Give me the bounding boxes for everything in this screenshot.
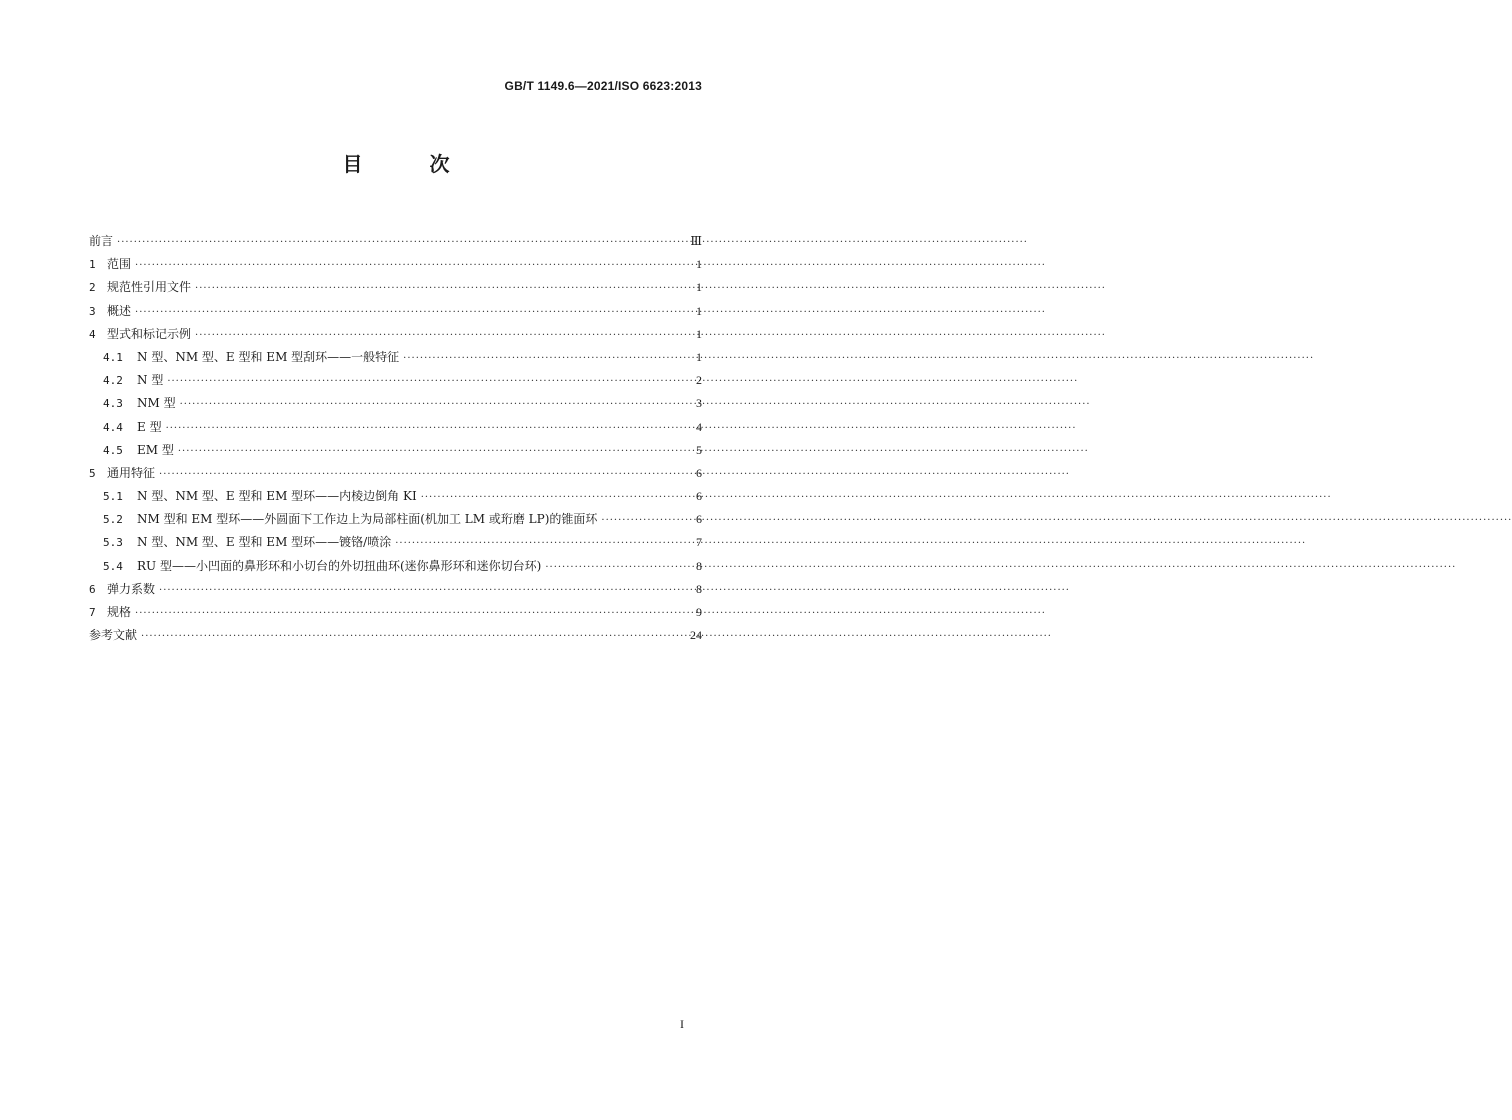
toc-leader-dots — [403, 353, 692, 364]
toc-entry-page: 24 — [690, 628, 702, 643]
toc-leader-dots — [117, 237, 686, 248]
toc-entry-number: 5.2 — [103, 513, 123, 527]
toc-entry-label: N 型、NM 型、E 型和 EM 型环——镀铬/喷涂 — [137, 535, 392, 550]
toc-entry-label: 通用特征 — [107, 465, 156, 480]
toc-entry-number: 4.1 — [103, 350, 123, 364]
toc-entry[interactable] — [89, 325, 702, 348]
toc-entry[interactable] — [89, 278, 702, 301]
toc-entry-page: Ⅲ — [690, 234, 702, 248]
table-of-contents — [89, 232, 702, 649]
toc-entry-page: 5 — [696, 442, 702, 457]
toc-entry-page: 1 — [696, 257, 702, 272]
toc-entry[interactable] — [89, 510, 702, 533]
toc-entry-number: 4.4 — [103, 420, 123, 434]
toc-leader-dots — [421, 492, 692, 503]
toc-entry-page: 1 — [696, 303, 702, 318]
footer-page-number: I — [680, 1017, 684, 1031]
toc-entry-label: 型式和标记示例 — [107, 326, 192, 341]
toc-leader-dots — [166, 423, 692, 434]
toc-entry[interactable] — [89, 487, 702, 510]
toc-entry-number: 5 — [89, 466, 96, 480]
page-title: 目 次 — [342, 152, 480, 176]
toc-leader-dots — [135, 260, 692, 271]
toc-entry-number: 4.3 — [103, 397, 123, 411]
toc-leader-dots — [159, 469, 692, 480]
toc-entry-number: 2 — [89, 281, 96, 295]
toc-entry-label: N 型、NM 型、E 型和 EM 型刮环——一般特征 — [137, 349, 400, 364]
toc-entry[interactable] — [89, 441, 702, 464]
toc-entry-label: E 型 — [137, 419, 162, 434]
toc-entry-number: 5.3 — [103, 536, 123, 550]
toc-entry[interactable] — [89, 580, 702, 603]
toc-entry-number: 1 — [89, 258, 96, 272]
toc-leader-dots — [135, 608, 692, 619]
toc-leader-dots — [195, 330, 692, 341]
toc-entry-page: 9 — [696, 605, 702, 619]
toc-entry-label: 参考文献 — [89, 628, 138, 643]
toc-leader-dots — [195, 283, 692, 294]
toc-entry[interactable] — [89, 557, 702, 580]
toc-entry[interactable] — [89, 232, 702, 255]
toc-leader-dots — [180, 399, 692, 410]
toc-entry-number: 6 — [89, 582, 96, 596]
toc-entry-page: 3 — [696, 396, 702, 411]
toc-entry-number: 4 — [89, 327, 96, 341]
toc-entry[interactable] — [89, 603, 702, 626]
toc-entry-page: 1 — [696, 349, 702, 364]
toc-entry[interactable] — [89, 464, 702, 487]
toc-leader-dots — [167, 376, 692, 387]
toc-entry-number: 3 — [89, 304, 96, 318]
toc-entry-label: RU 型——小凹面的鼻形环和小切台的外切扭曲环(迷你鼻形环和迷你切台环) — [137, 558, 542, 573]
toc-entry-number: 5.4 — [103, 559, 123, 573]
toc-entry-label: 规范性引用文件 — [107, 280, 192, 295]
toc-entry-page: 1 — [696, 280, 702, 295]
toc-entry-page: 8 — [696, 558, 702, 573]
toc-entry-page: 8 — [696, 581, 702, 596]
standard-code: GB/T 1149.6—2021/ISO 6623:2013 — [504, 79, 702, 93]
toc-entry-number: 5.1 — [103, 490, 123, 504]
toc-leader-dots — [395, 538, 692, 549]
toc-entry[interactable] — [89, 533, 702, 556]
toc-entry-label: N 型 — [137, 373, 164, 388]
toc-entry-label: N 型、NM 型、E 型和 EM 型环——内棱边倒角 KI — [137, 489, 417, 504]
toc-entry-label: NM 型和 EM 型环——外圆面下工作边上为局部柱面(机加工 LM 或珩磨 LP)的锥面环 — [137, 512, 598, 527]
toc-entry-page: 6 — [696, 465, 702, 480]
toc-leader-dots — [159, 585, 692, 596]
toc-entry[interactable] — [89, 255, 702, 278]
toc-entry-page: 7 — [696, 535, 702, 550]
toc-entry[interactable] — [89, 302, 702, 325]
toc-entry-page: 6 — [696, 489, 702, 504]
toc-leader-dots — [141, 631, 686, 642]
toc-entry[interactable] — [89, 418, 702, 441]
toc-leader-dots — [178, 446, 692, 457]
toc-entry[interactable] — [89, 394, 702, 417]
toc-leader-dots — [601, 515, 692, 526]
toc-entry-label: 范围 — [107, 257, 132, 272]
toc-entry-label: NM 型 — [137, 396, 176, 411]
toc-entry[interactable] — [89, 626, 702, 649]
toc-leader-dots — [135, 307, 692, 318]
toc-entry-number: 4.5 — [103, 443, 123, 457]
toc-entry-page: 6 — [696, 512, 702, 527]
toc-entry-label: 弹力系数 — [107, 581, 156, 596]
toc-entry-label: 前言 — [89, 234, 114, 248]
toc-entry[interactable] — [89, 348, 702, 371]
toc-entry-page: 4 — [696, 419, 702, 434]
toc-entry-number: 4.2 — [103, 374, 123, 388]
toc-entry[interactable] — [89, 371, 702, 394]
toc-entry-page: 2 — [696, 373, 702, 388]
toc-entry-label: 规格 — [107, 605, 132, 619]
toc-leader-dots — [545, 562, 692, 573]
toc-entry-label: EM 型 — [137, 442, 174, 457]
toc-entry-page: 1 — [696, 326, 702, 341]
toc-entry-number: 7 — [89, 606, 96, 619]
toc-entry-label: 概述 — [107, 303, 132, 318]
